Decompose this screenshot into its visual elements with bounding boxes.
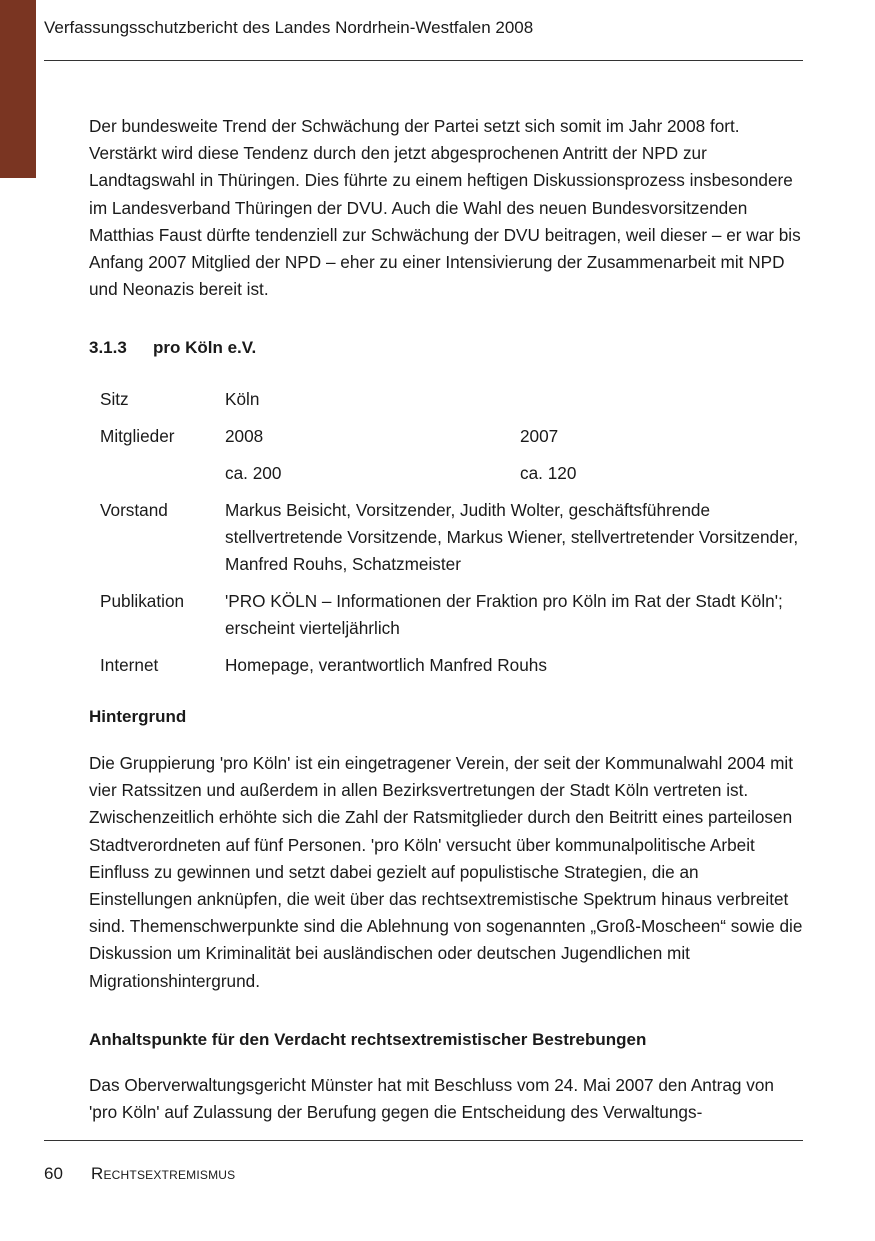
fact-label: Internet	[100, 655, 159, 675]
page-number: 60	[44, 1164, 63, 1183]
fact-count: ca. 120	[520, 463, 577, 483]
fact-row-mitglieder	[100, 423, 800, 450]
fact-value: Markus Beisicht, Vorsitzender, Judith Wolter, geschäftsführende stellvertretende Vorsitzende, Markus Wiener, stellvertretender Vorsitzender, Manfred Rouhs, Schatzmeister	[225, 500, 799, 574]
intro-paragraph: Der bundesweite Trend der Schwächung der Partei setzt sich somit im Jahr 2008 fort. Verstärkt wird diese Tendenz durch den jetzt abgesprochenen Antritt der NPD zur Landtagswahl in Thüringen. Dies führte zu einem heftigen Diskussionsprozess insbesondere im Landesverband Thüringen der DVU. Auch die Wahl des neuen Bundesvorsitzenden Matthias Faust dürfte tendenziell zur Schwächung der DVU beitragen, weil dieser – er war bis Anfang 2007 Mitglied der NPD – eher zu einer Intensivierung der Zusammenarbeit mit NPD und Neonazis bereit ist.	[89, 116, 801, 300]
fact-value: Homepage, verantwortlich Manfred Rouhs	[225, 655, 547, 675]
fact-label: Publikation	[100, 591, 185, 611]
fact-label-empty	[100, 460, 225, 487]
footer-rule	[44, 1140, 803, 1141]
fact-row-internet	[100, 652, 800, 679]
fact-row-publikation	[100, 588, 800, 642]
anhaltspunkte-paragraph: Das Oberverwaltungsgericht Münster hat mit Beschluss vom 24. Mai 2007 den Antrag von 'pro Köln' auf Zulassung der Berufung gegen die Entscheidung des Verwaltungs-	[89, 1075, 774, 1123]
fact-year: 2007	[520, 426, 559, 446]
fact-row-vorstand	[100, 497, 800, 578]
chapter-tab	[0, 0, 36, 178]
fact-row-mitglieder-counts	[100, 460, 800, 487]
anhaltspunkte-heading: Anhaltspunkte für den Verdacht rechtsextremistischer Bestrebungen	[89, 1030, 647, 1049]
fact-count: ca. 200	[225, 463, 282, 483]
running-header: Verfassungsschutzbericht des Landes Nordrhein-Westfalen 2008	[44, 18, 534, 37]
header-rule	[44, 60, 803, 61]
footer-section-name: Rechtsextremismus	[91, 1164, 236, 1183]
hintergrund-paragraph: Die Gruppierung 'pro Köln' ist ein eingetragener Verein, der seit der Kommunalwahl 2004 mit vier Ratssitzen und außerdem in allen Bezirksvertretungen der Stadt Köln vertreten ist. Zwischenzeitlich erhöhte sich die Zahl der Ratsmitglieder durch den Beitritt eines parteilosen Stadtverordneten auf fünf Personen. 'pro Köln' versucht über kommunalpolitische Arbeit Einfluss zu gewinnen und setzt dabei gezielt auf populistische Strategien, die an Einstellungen anknüpfen, die weit über das rechtsextremistische Spektrum hinaus verbreitet sind. Themenschwerpunkte sind die Ablehnung von sogenannten „Groß-Moscheen“ sowie die Diskussion um Kriminalität bei ausländischen oder deutschen Jugendlichen mit Migrationshintergrund.	[89, 753, 803, 991]
hintergrund-heading: Hintergrund	[89, 707, 187, 726]
fact-label: Vorstand	[100, 500, 168, 520]
fact-label: Sitz	[100, 389, 129, 409]
fact-table	[100, 386, 800, 689]
section-heading	[89, 338, 256, 358]
fact-row-sitz	[100, 386, 800, 413]
section-title: pro Köln e.V.	[153, 338, 257, 357]
fact-year: 2008	[225, 426, 264, 446]
section-number: 3.1.3	[89, 338, 127, 357]
fact-label: Mitglieder	[100, 426, 175, 446]
fact-value: Köln	[225, 389, 260, 409]
fact-value: 'PRO KÖLN – Informationen der Fraktion pro Köln im Rat der Stadt Köln'; erscheint vierteljährlich	[225, 591, 783, 638]
